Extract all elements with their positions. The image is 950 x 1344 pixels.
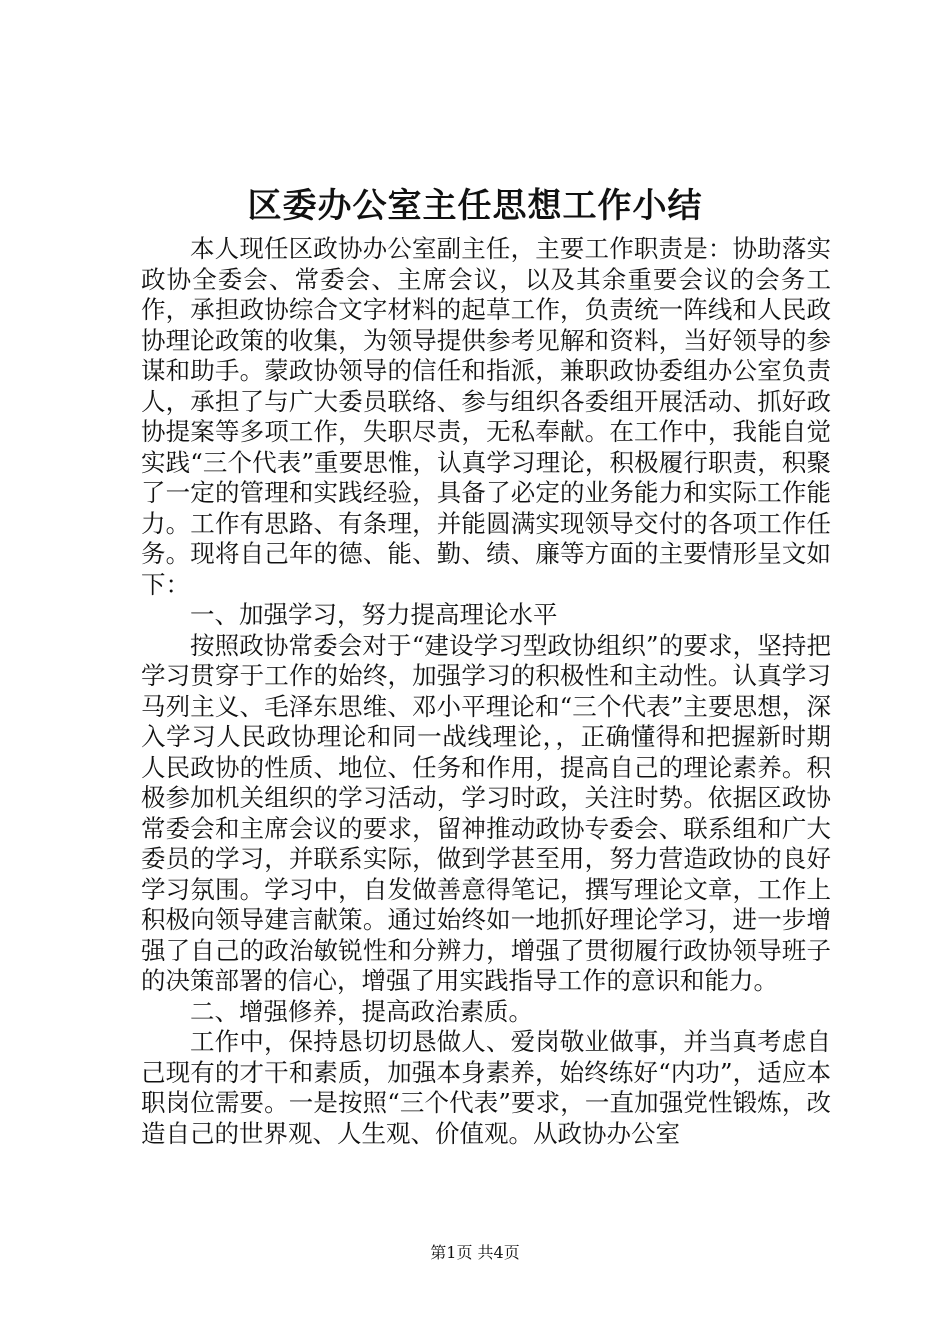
paragraph-intro: 本人现任区政协办公室副主任，主要工作职责是：协助落实政协全委会、常委会、主席会议，以及其余重要会议的会务工作，承担政协综合文字材料的起草工作，负责统一阵线和人民政协理论政策的收集，为领导提供参考见解和资料，当好领导的参谋和助手。蒙政协领导的信任和指派，兼职政协委组办公室负责人，承担了与广大委员联络、参与组织各委组开展活动、抓好政协提案等多项工作，失职尽责，无私奉献。在工作中，我能自觉实践“三个代表”重要思惟，认真学习理论，积极履行职责，积聚了一定的管理和实践经验，具备了必定的业务能力和实际工作能力。工作有思路、有条理，并能圆满实现领导交付的各项工作任务。现将自己年的德、能、勤、绩、廉等方面的主要情形呈文如下： <box>141 234 831 599</box>
document-body <box>141 234 831 1149</box>
document-title: 区委办公室主任思想工作小结 <box>247 186 703 226</box>
page-footer: 第1页 共4页 <box>430 1243 520 1262</box>
paragraph-section-2: 工作中，保持恳切切恳做人、爱岗敬业做事，并当真考虑自己现有的才干和素质，加强本身素养，始终练好“内功”，适应本职岗位需要。一是按照“三个代表”要求，一直加强党性锻炼，改造自己的世界观、人生观、价值观。从政协办公室 <box>141 1027 831 1148</box>
paragraph-section-1: 按照政协常委会对于“建设学习型政协组织”的要求，坚持把学习贯穿于工作的始终，加强学习的积极性和主动性。认真学习马列主义、毛泽东思维、邓小平理论和“三个代表”主要思想，深入学习人民政协理论和同一战线理论，，正确懂得和把握新时期人民政协的性质、地位、任务和作用，提高自己的理论素养。积极参加机关组织的学习活动，学习时政，关注时势。依据区政协常委会和主席会议的要求，留神推动政协专委会、联系组和广大委员的学习，并联系实际，做到学甚至用，努力营造政协的良好学习氛围。学习中，自发做善意得笔记，撰写理论文章，工作上积极向领导建言献策。通过始终如一地抓好理论学习，进一步增强了自己的政治敏锐性和分辨力，增强了贯彻履行政协领导班子的决策部署的信心，增强了用实践指导工作的意识和能力。 <box>141 630 831 995</box>
section-heading-2: 二、增强修养，提高政治素质。 <box>190 996 533 1026</box>
section-heading-1: 一、加强学习，努力提高理论水平 <box>190 600 558 629</box>
